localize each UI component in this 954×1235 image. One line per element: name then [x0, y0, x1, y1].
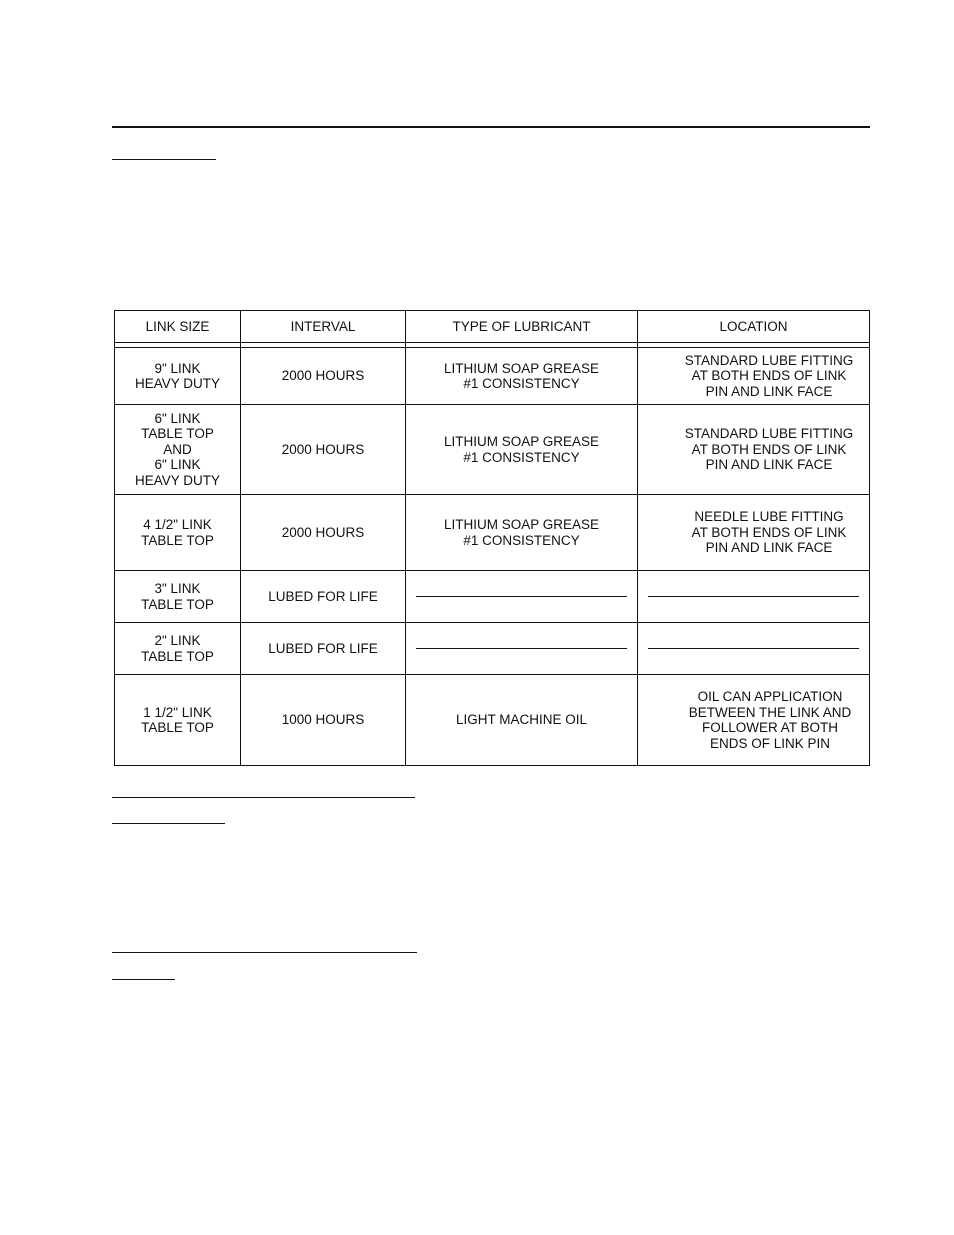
cell-link-size: 4 1/2" LINK TABLE TOP — [115, 495, 241, 571]
section-rule — [112, 797, 415, 798]
header-location: LOCATION — [638, 311, 870, 343]
blank-entry-line — [416, 596, 627, 597]
table-row — [115, 675, 870, 766]
header-rule — [112, 126, 870, 128]
cell-link-size: 1 1/2" LINK TABLE TOP — [115, 675, 241, 766]
cell-lubricant: LITHIUM SOAP GREASE #1 CONSISTENCY — [406, 348, 638, 405]
cell-lubricant: LIGHT MACHINE OIL — [406, 675, 638, 766]
table-row — [115, 571, 870, 623]
cell-location — [638, 495, 870, 571]
table-row — [115, 405, 870, 495]
table-row — [115, 348, 870, 405]
header-interval: INTERVAL — [241, 311, 406, 343]
blank-entry-line — [648, 648, 859, 649]
cell-interval: LUBED FOR LIFE — [241, 623, 406, 675]
location-text: OIL CAN APPLICATION BETWEEN THE LINK AND FOLLOWER AT BOTH ENDS OF LINK PIN — [688, 689, 852, 751]
section-heading-underline — [112, 823, 225, 824]
cell-lubricant-blank — [406, 623, 638, 675]
location-text: STANDARD LUBE FITTING AT BOTH ENDS OF LINK PIN AND LINK FACE — [684, 352, 854, 399]
cell-lubricant-blank — [406, 571, 638, 623]
cell-location-blank — [638, 571, 870, 623]
cell-link-size: 2" LINK TABLE TOP — [115, 623, 241, 675]
cell-interval: 2000 HOURS — [241, 495, 406, 571]
cell-location-blank — [638, 623, 870, 675]
table-row — [115, 623, 870, 675]
table-row — [115, 495, 870, 571]
section-heading-underline — [112, 159, 216, 160]
cell-link-size: 3" LINK TABLE TOP — [115, 571, 241, 623]
section-rule — [112, 952, 417, 953]
header-lubricant: TYPE OF LUBRICANT — [406, 311, 638, 343]
cell-location — [638, 675, 870, 766]
cell-location — [638, 348, 870, 405]
cell-link-size: 6" LINK TABLE TOP AND 6" LINK HEAVY DUTY — [115, 405, 241, 495]
lubrication-table — [114, 310, 870, 766]
cell-interval: 2000 HOURS — [241, 348, 406, 405]
cell-interval: 1000 HOURS — [241, 675, 406, 766]
blank-entry-line — [648, 596, 859, 597]
location-text: STANDARD LUBE FITTING AT BOTH ENDS OF LINK PIN AND LINK FACE — [684, 426, 854, 473]
cell-interval: 2000 HOURS — [241, 405, 406, 495]
cell-interval: LUBED FOR LIFE — [241, 571, 406, 623]
cell-location — [638, 405, 870, 495]
header-link-size: LINK SIZE — [115, 311, 241, 343]
location-text: NEEDLE LUBE FITTING AT BOTH ENDS OF LINK PIN AND LINK FACE — [691, 509, 847, 556]
table-header-row — [115, 311, 870, 343]
cell-link-size: 9" LINK HEAVY DUTY — [115, 348, 241, 405]
cell-lubricant: LITHIUM SOAP GREASE #1 CONSISTENCY — [406, 405, 638, 495]
blank-entry-line — [416, 648, 627, 649]
section-heading-underline — [112, 979, 175, 980]
cell-lubricant: LITHIUM SOAP GREASE #1 CONSISTENCY — [406, 495, 638, 571]
